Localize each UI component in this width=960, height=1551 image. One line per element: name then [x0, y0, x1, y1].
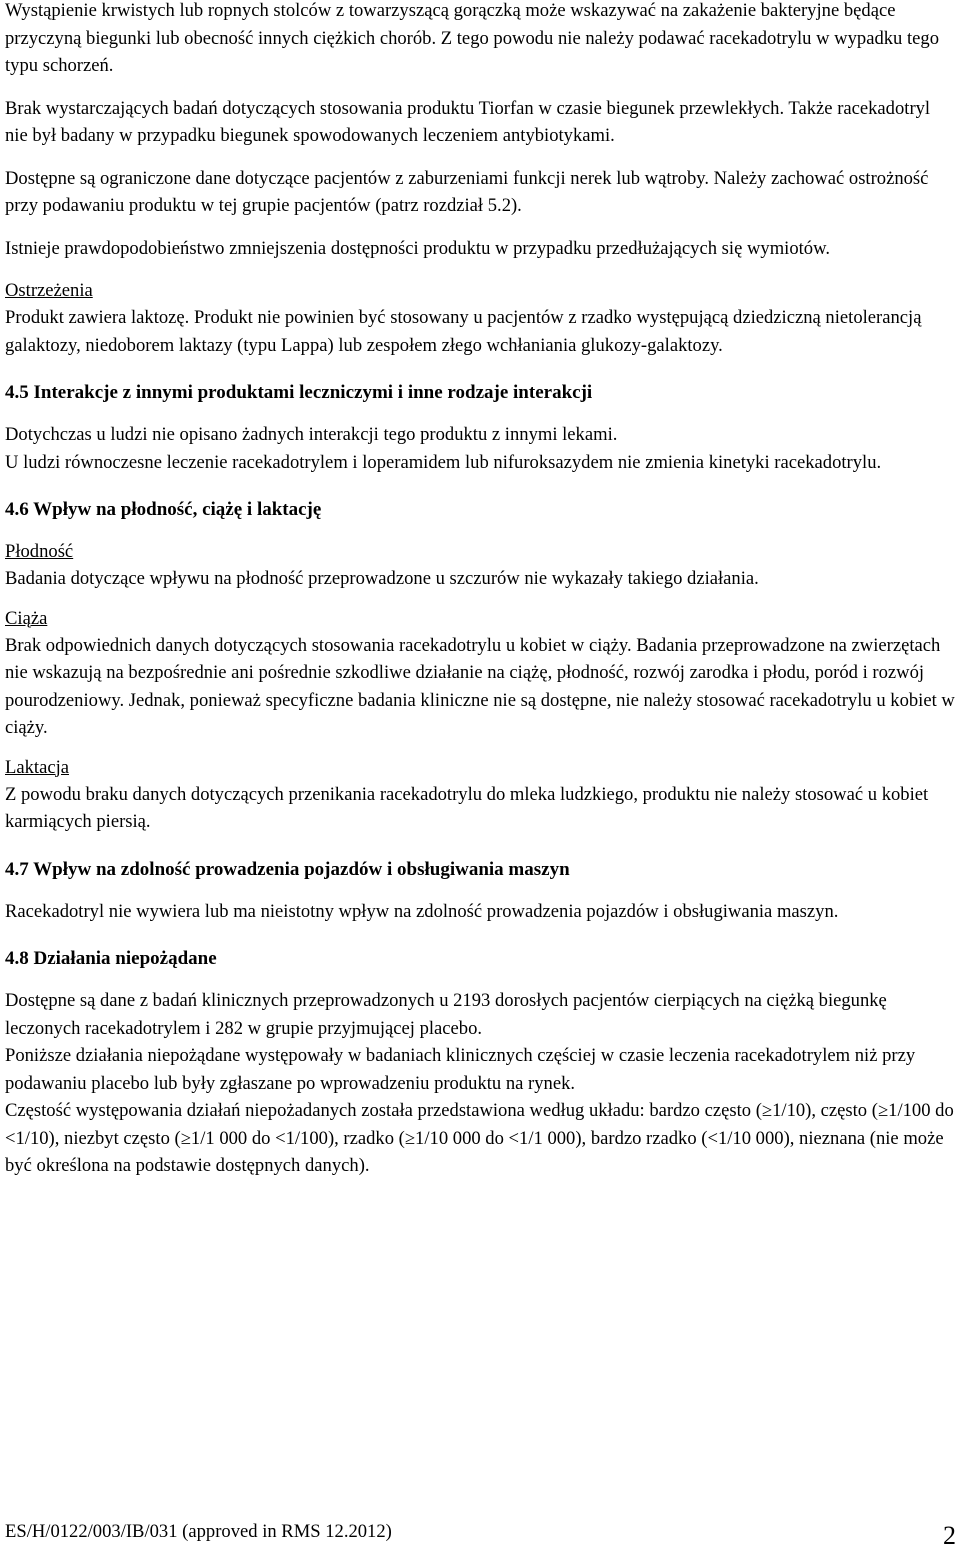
paragraph-vomiting: Istnieje prawdopodobieństwo zmniejszenia dostępności produktu w przypadku przedłużających się wymiotów. — [5, 237, 830, 259]
section-4-8-heading: 4.8 Działania niepożądane — [5, 948, 217, 969]
warnings-label — [5, 277, 955, 304]
lactation-paragraph: Z powodu braku danych dotyczących przenikania racekadotrylu do mleka ludzkiego, produktu nie należy stosować u kobiet karmiących piersią. — [5, 783, 929, 832]
section-4-5-heading: 4.5 Interakcje z innymi produktami leczniczymi i inne rodzaje interakcji — [5, 382, 593, 403]
pregnancy-label — [5, 605, 955, 632]
fertility-label-text: Płodność — [5, 541, 74, 562]
section-4-6-heading: 4.6 Wpływ na płodność, ciążę i laktację — [5, 499, 322, 520]
paragraph-chronic-diarrhoea: Brak wystarczających badań dotyczących stosowania produktu Tiorfan w czasie biegunek przewlekłych. Także racekadotryl nie był badany w przypadku biegunek spowodowanych leczeniem antybiotykami. — [5, 97, 931, 146]
document-page — [5, 0, 955, 1180]
lactation-label-text: Laktacja — [5, 756, 69, 778]
paragraph-lactose: Produkt zawiera laktozę. Produkt nie powinien być stosowany u pacjentów z rzadko występującą dziedziczną nietolerancją galaktozy, niedoborem laktazy (typu Lappa) lub zespołem złego wchłaniania glukozy-galaktozy. — [5, 307, 922, 356]
section-4-8-paragraph-1: Dostępne są dane z badań klinicznych przeprowadzonych u 2193 dorosłych pacjentów cierpiących na ciężką biegunkę leczonych racekadotrylem i 282 w grupie przyjmującej placebo. — [5, 990, 887, 1039]
pregnancy-paragraph: Brak odpowiednich danych dotyczących stosowania racekadotrylu u kobiet w ciąży. Badania przeprowadzone na zwierzętach nie wskazują na bezpośrednie ani pośrednie szkodliwe działanie na ciążę, płodność, rozwój zarodka i płodu, poród i rozwój pourodzeniowy. Jednak, ponieważ specyficzne badania kliniczne nie są dostępne, nie należy stosować racekadotrylu u kobiet w ciąży. — [5, 634, 955, 738]
footer-document-code: ES/H/0122/003/IB/031 (approved in RMS 12.2012) — [5, 1521, 392, 1542]
paragraph-renal-hepatic: Dostępne są ograniczone dane dotyczące pacjentów z zaburzeniami funkcji nerek lub wątroby. Należy zachować ostrożność przy podawaniu produktu w tej grupie pacjentów (patrz rozdział 5.2). — [5, 167, 929, 216]
section-4-5-paragraph-2: U ludzi równoczesne leczenie racekadotrylem i loperamidem lub nifuroksazydem nie zmienia kinetyki racekadotrylu. — [5, 451, 882, 473]
section-4-7-heading: 4.7 Wpływ na zdolność prowadzenia pojazdów i obsługiwania maszyn — [5, 858, 570, 880]
pregnancy-label-text: Ciąża — [5, 607, 48, 629]
warnings-label-text: Ostrzeżenia — [5, 280, 93, 301]
fertility-paragraph: Badania dotyczące wpływu na płodność przeprowadzone u szczurów nie wykazały takiego działania. — [5, 568, 759, 589]
paragraph-infection-warning: Wystąpienie krwistych lub ropnych stolców z towarzyszącą gorączką może wskazywać na zakażenie bakteryjne będące przyczyną biegunki lub obecność innych ciężkich chorób. Z tego powodu nie należy podawać racekadotrylu w wypadku tego typu schorzeń. — [5, 0, 940, 76]
section-4-8-paragraph-2: Poniższe działania niepożądane występowały w badaniach klinicznych częściej w czasie leczenia racekadotrylem niż przy podawaniu placebo lub były zgłaszane po wprowadzeniu produktu na rynek. — [5, 1045, 916, 1094]
fertility-label — [5, 538, 955, 565]
section-4-7-paragraph: Racekadotryl nie wywiera lub ma nieistotny wpływ na zdolność prowadzenia pojazdów i obsługiwania maszyn. — [5, 900, 839, 922]
section-4-8-paragraph-3: Częstość występowania działań niepożadanych została przedstawiona według układu: bardzo często (≥1/10), często (≥1/100 do <1/10), niezbyt często (≥1/1 000 do <1/100), rzadko (≥1/10 000 do <1/1 000), bardzo rzadko (<1/10 000), nieznana (nie może być określona na podstawie dostępnych danych). — [5, 1100, 954, 1176]
section-4-5-paragraph-1: Dotychczas u ludzi nie opisano żadnych interakcji tego produktu z innymi lekami. — [5, 424, 618, 445]
lactation-label — [5, 754, 955, 781]
footer-page-number: 2 — [943, 1521, 956, 1550]
